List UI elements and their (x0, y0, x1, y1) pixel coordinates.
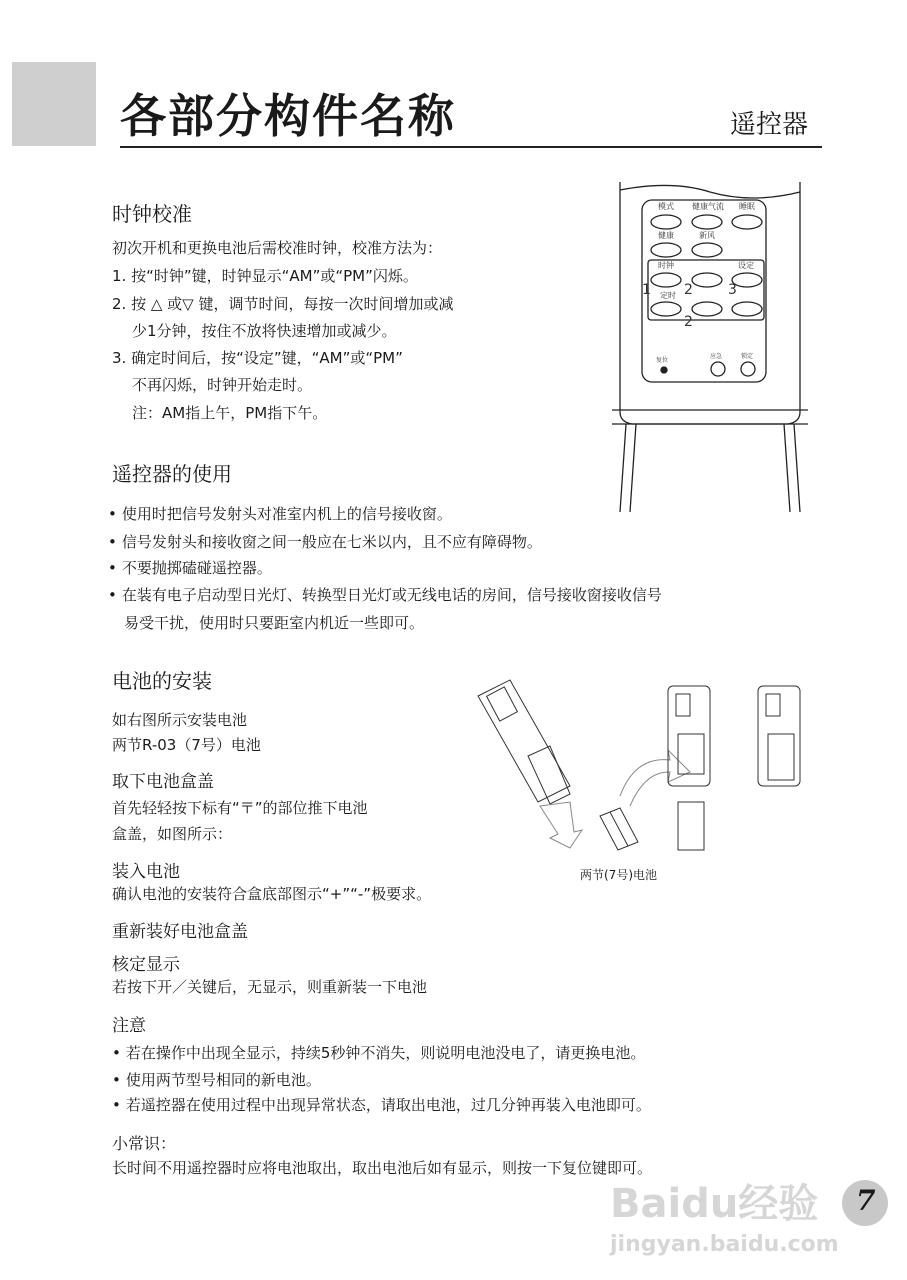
note-bullet: • 使用两节型号相同的新电池。 (112, 1069, 321, 1090)
battery-install-illustration (470, 676, 820, 856)
watermark-url: jingyan.baidu.com (610, 1232, 839, 1257)
note-bullet: • 若在操作中出现全显示，持续5秒钟不消失，则说明电池没电了，请更换电池。 (112, 1042, 645, 1063)
section-tab-marker (12, 62, 96, 146)
check-display-text: 若按下开／关键后，无显示，则重新装一下电池 (112, 978, 428, 996)
refit-cover-heading: 重新装好电池盒盖 (112, 922, 248, 942)
clock-heading: 时钟校准 (112, 202, 192, 226)
remote-label: 锁定 (741, 353, 754, 360)
battery-intro: 如右图所示安装电池 (112, 711, 248, 729)
clock-line: 1. 按“时钟”键，时钟显示“AM”或“PM”闪烁。 (112, 267, 418, 285)
remote-label: 设定 (738, 261, 754, 270)
clock-note: 注：AM指上午，PM指下午。 (132, 404, 328, 422)
page-number: 7 (856, 1184, 876, 1217)
notes-heading: 注意 (112, 1016, 146, 1036)
clock-line: 不再闪烁，时钟开始走时。 (132, 376, 313, 394)
usage-bullet: • 不要抛掷磕碰遥控器。 (108, 557, 272, 578)
tip-text: 长时间不用遥控器时应将电池取出，取出电池后如有显示，则按一下复位键即可。 (112, 1159, 653, 1177)
clock-line: 2. 按 △ 或▽ 键，调节时间，每按一次时间增加或减 (112, 295, 454, 313)
page-subtitle: 遥控器 (730, 110, 809, 140)
step-number: 2 (684, 314, 693, 330)
battery-intro: 两节R-03（7号）电池 (112, 736, 261, 754)
remove-cover-text: 盒盖，如图所示： (112, 825, 233, 843)
page-title: 各部分构件名称 (120, 89, 456, 143)
battery-figure-caption: 两节(7号)电池 (580, 868, 657, 882)
remote-label: 新风 (699, 231, 715, 240)
clock-line: 3. 确定时间后，按“设定”键，“AM”或“PM” (112, 349, 403, 367)
note-bullet: • 若遥控器在使用过程中出现异常状态，请取出电池，过几分钟再装入电池即可。 (112, 1094, 651, 1115)
watermark-brand-text: Baidu经验 (610, 1181, 819, 1227)
step-number: 3 (728, 282, 737, 298)
watermark-brand (610, 1182, 818, 1226)
remote-label: 健康气流 (692, 202, 724, 211)
remote-label: 睡眠 (739, 202, 755, 211)
remote-label: 时钟 (658, 261, 674, 270)
remote-label: 应急 (710, 353, 723, 360)
remote-label: 模式 (658, 202, 674, 211)
remote-label: 定时 (660, 291, 676, 300)
clock-line: 初次开机和更换电池后需校准时钟，校准方法为： (112, 239, 443, 257)
clock-line: 少1分钟，按住不放将快速增加或减少。 (132, 322, 397, 340)
usage-bullet: • 使用时把信号发射头对准室内机上的信号接收窗。 (108, 503, 452, 524)
remove-cover-heading: 取下电池盒盖 (112, 772, 214, 792)
step-number: 1 (642, 282, 651, 298)
usage-bullet: • 在装有电子启动型日光灯、转换型日光灯或无线电话的房间，信号接收窗接收信号 (108, 584, 662, 605)
tip-heading: 小常识： (112, 1134, 177, 1153)
remove-cover-text: 首先轻轻按下标有“〒”的部位推下电池 (112, 799, 368, 817)
step-number: 2 (684, 282, 693, 298)
remote-clock-illustration (612, 182, 808, 512)
insert-battery-text: 确认电池的安装符合盒底部图示“+”“-”极要求。 (112, 885, 432, 903)
remote-label: 复位 (656, 357, 669, 364)
header-divider (120, 146, 822, 148)
usage-bullet-cont: 易受干扰，使用时只要距室内机近一些即可。 (124, 614, 425, 632)
insert-battery-heading: 装入电池 (112, 862, 180, 882)
remote-label: 健康 (658, 231, 674, 240)
battery-heading: 电池的安装 (112, 669, 212, 693)
usage-heading: 遥控器的使用 (112, 462, 232, 486)
check-display-heading: 核定显示 (112, 955, 180, 975)
usage-bullet: • 信号发射头和接收窗之间一般应在七米以内，且不应有障碍物。 (108, 531, 542, 552)
